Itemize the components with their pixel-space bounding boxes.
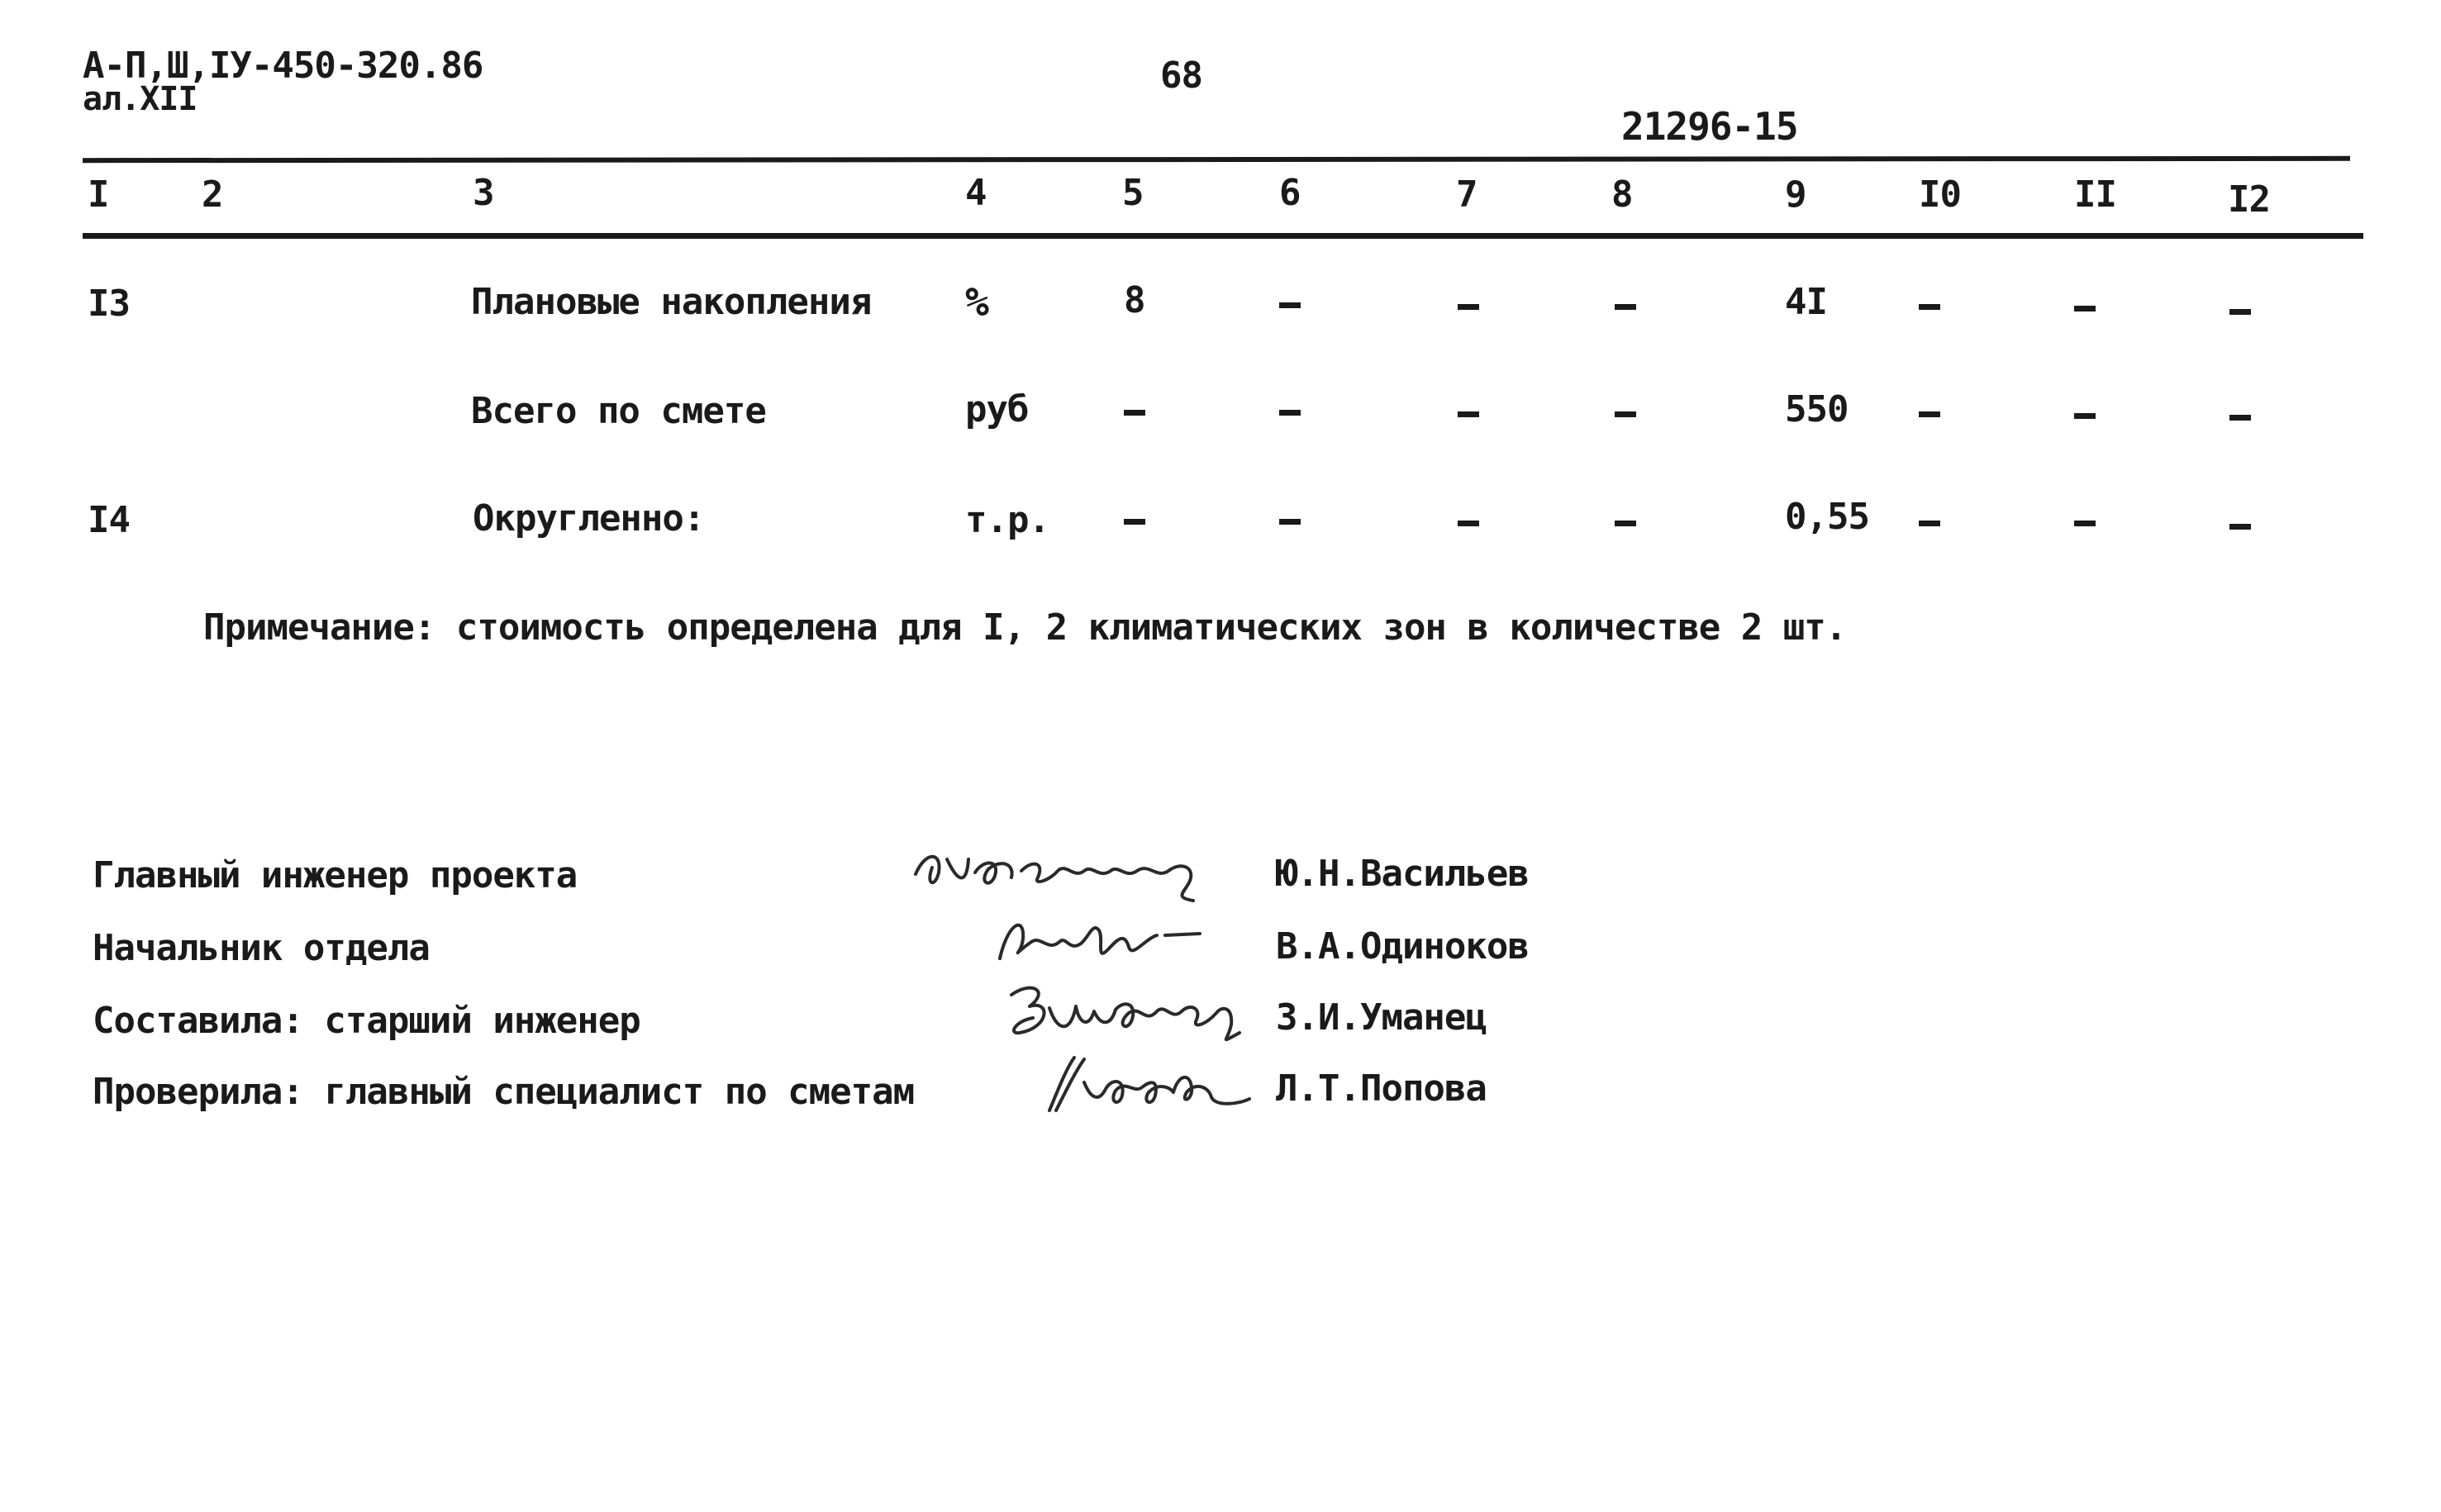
dash-mark	[2229, 309, 2251, 315]
dash-mark	[1919, 521, 1940, 526]
signatory-position: Составила: старший инженер	[93, 1000, 640, 1042]
dash-mark	[1919, 411, 1940, 417]
signature-4-icon	[1033, 1049, 1281, 1124]
col-header-8: 8	[1611, 174, 1633, 216]
col-header-1: I	[88, 174, 109, 216]
signatory-position: Начальник отдела	[93, 927, 430, 969]
row-col9: 0,55	[1785, 496, 1869, 538]
signatory-position: Проверила: главный специалист по сметам	[93, 1071, 915, 1113]
signature-1-icon	[909, 834, 1223, 909]
signatory-position: Главный инженер проекта	[93, 854, 578, 896]
col-header-7: 7	[1456, 174, 1477, 216]
sheet-label: ал.XII	[83, 80, 197, 118]
dash-mark	[1458, 521, 1479, 526]
dash-mark	[1615, 304, 1636, 310]
col-header-6: 6	[1279, 172, 1301, 214]
dash-mark	[2229, 524, 2251, 530]
row-unit: %	[965, 279, 988, 326]
signatory-name: Ю.Н.Васильев	[1276, 853, 1529, 895]
document-number: 21296-15	[1621, 104, 1798, 149]
signatory-name: Л.Т.Попова	[1276, 1067, 1487, 1110]
signatory-name: В.А.Одиноков	[1276, 925, 1529, 968]
row-number: I4	[88, 499, 130, 541]
col-header-4: 4	[965, 172, 987, 214]
signature-3-icon	[1000, 975, 1264, 1049]
dash-mark	[1458, 304, 1479, 310]
note-text: Примечание: стоимость определена для I, 2 климатических зон в количестве 2 шт.	[203, 606, 1847, 649]
dash-mark	[2074, 306, 2096, 311]
row-name: Всего по смете	[471, 390, 766, 432]
col-header-2: 2	[202, 174, 223, 216]
signature-2-icon	[983, 906, 1231, 972]
col-header-3: 3	[473, 172, 494, 214]
dash-mark	[1279, 302, 1301, 308]
dash-mark	[1458, 411, 1479, 417]
signatory-name: З.И.Уманец	[1276, 996, 1487, 1039]
dash-mark	[2074, 521, 2096, 526]
col-header-11: II	[2074, 174, 2116, 216]
table-top-rule	[83, 156, 2350, 163]
dash-mark	[1615, 521, 1636, 526]
page-number: 68	[1160, 55, 1202, 97]
row-col5: 8	[1124, 279, 1145, 321]
dash-mark	[1124, 410, 1145, 416]
row-col9: 4I	[1785, 281, 1827, 323]
col-header-10: I0	[1919, 174, 1961, 216]
row-number: I3	[88, 283, 130, 325]
dash-mark	[1279, 519, 1301, 525]
dash-mark	[1124, 519, 1145, 525]
col-header-9: 9	[1785, 174, 1806, 216]
row-col9: 550	[1785, 388, 1849, 430]
dash-mark	[2074, 413, 2096, 419]
row-unit: т.р.	[965, 499, 1049, 541]
dash-mark	[1279, 410, 1301, 416]
document-code: А-П,Ш,IУ-450-320.86	[83, 45, 483, 87]
row-name: Плановые накопления	[471, 281, 872, 323]
dash-mark	[1615, 411, 1636, 417]
col-header-12: I2	[2228, 178, 2270, 221]
col-header-5: 5	[1122, 172, 1144, 214]
dash-mark	[2229, 415, 2251, 421]
table-header-rule	[83, 233, 2363, 239]
row-unit: руб	[965, 388, 1029, 430]
row-name: Округленно:	[473, 497, 705, 540]
dash-mark	[1919, 304, 1940, 310]
